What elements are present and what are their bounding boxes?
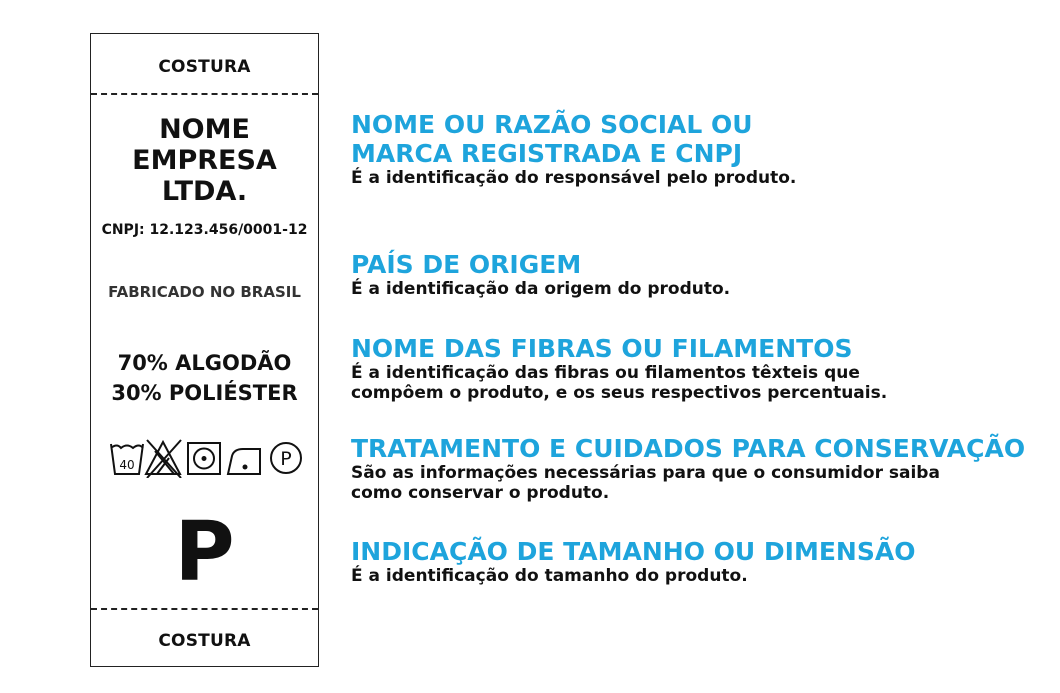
wash-temp-text: 40 (119, 458, 135, 472)
iron-low-icon (223, 438, 265, 478)
info-fibers-title: NOME DAS FIBRAS OU FILAMENTOS (351, 334, 853, 363)
info-size-title: INDICAÇÃO DE TAMANHO OU DIMENSÃO (351, 537, 916, 566)
origin-text: FABRICADO NO BRASIL (108, 283, 301, 301)
seam-top-dashed-line (91, 93, 318, 95)
wash-40-icon (109, 438, 145, 478)
company-name-line-3: LTDA. (161, 176, 248, 207)
seam-bottom-dashed-line (91, 608, 318, 610)
info-size-description: É a identificação do tamanho do produto. (351, 566, 748, 586)
info-origin (351, 250, 1051, 299)
info-care (351, 434, 1051, 503)
company-name-line-1: NOME (159, 114, 250, 145)
info-care-title: TRATAMENTO E CUIDADOS PARA CONSERVAÇÃO (351, 434, 1026, 463)
info-company (351, 110, 1051, 188)
company-name-line-2: EMPRESA (132, 145, 277, 176)
composition-line-2: 30% POLIÉSTER (111, 381, 298, 405)
info-company-description: É a identificação do responsável pelo produto. (351, 168, 797, 188)
do-not-bleach-icon (143, 438, 183, 478)
dry-clean-p-icon (267, 438, 305, 478)
info-origin-description: É a identificação da origem do produto. (351, 279, 731, 299)
fiber-composition (91, 348, 318, 408)
cnpj-text: CNPJ: 12.123.456/0001-12 (101, 222, 308, 238)
info-company-title: NOME OU RAZÃO SOCIAL OU MARCA REGISTRADA E CNPJ (351, 110, 753, 168)
dry-clean-letter: P (280, 448, 292, 470)
info-fibers-description: É a identificação das fibras ou filamentos têxteis que compôem o produto, e os seus respectivos percentuais. (351, 363, 888, 403)
seam-bottom-label: COSTURA (158, 631, 251, 651)
clothing-label (90, 33, 319, 667)
size-indicator: P (174, 505, 235, 600)
info-fibers (351, 334, 1051, 403)
care-icons (109, 438, 305, 480)
company-name (91, 114, 318, 207)
seam-top-label: COSTURA (158, 57, 251, 77)
tumble-dry-icon (185, 438, 223, 478)
info-size (351, 537, 1051, 586)
composition-line-1: 70% ALGODÃO (117, 351, 292, 375)
info-origin-title: PAÍS DE ORIGEM (351, 250, 582, 279)
info-care-description: São as informações necessárias para que o consumidor saiba como conservar o produto. (351, 463, 940, 503)
